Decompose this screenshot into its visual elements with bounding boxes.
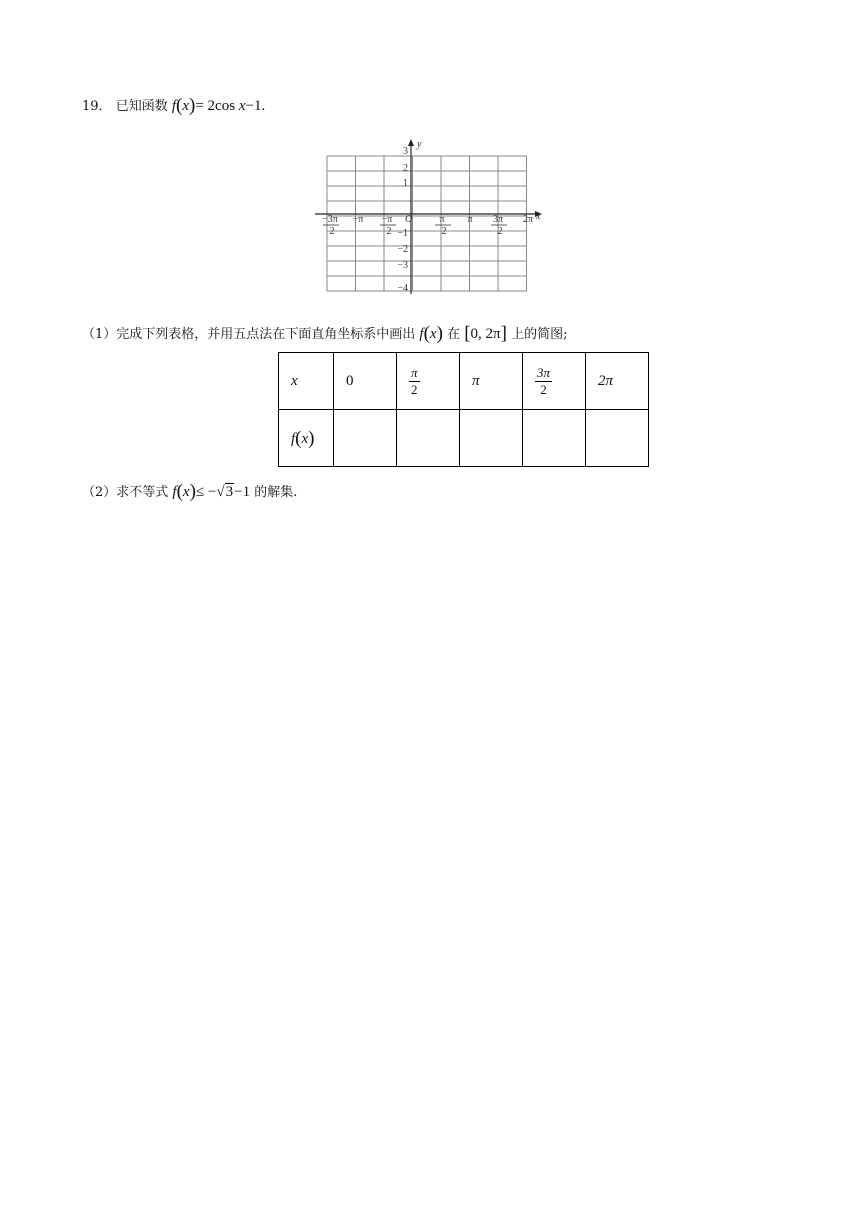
part1-function: f(x) [419,323,443,344]
x-tick-labels [322,214,533,237]
table-header-fx: f(x) [279,410,334,467]
part1-suffix: 上的简图; [511,327,568,342]
table-value: 0 [346,372,354,389]
part2-suffix: 的解集. [254,485,298,500]
table-row-fx [279,410,649,467]
table-cell-fx2 [460,410,523,467]
table-header-x: x [279,353,334,410]
x-tick-label: π [467,214,473,225]
y-tick-label: 2 [403,163,408,174]
part2-instruction [82,480,297,502]
part1-mid: 在 [447,327,461,342]
x-tick-label: −3π [322,214,338,225]
problem-statement [82,94,265,116]
x-tick-label: 2π [522,214,534,225]
y-axis-arrow [408,139,414,146]
y-tick-label: −3 [397,260,408,271]
problem-number: 19． [82,99,112,114]
y-tick-label: 1 [403,178,408,189]
table-cell-x0 [334,353,397,410]
function-formula: f(x)= 2cos x−1. [171,95,266,116]
table-cell-x1 [397,353,460,410]
part2-inequality: f(x)≤ −√3−1 [172,481,251,502]
table-cell-fx3 [523,410,586,467]
x-tick-label: π [439,214,445,225]
y-tick-label: −4 [397,283,408,294]
x-tick-label: −π [352,214,364,225]
y-tick-label: −2 [397,244,408,255]
part1-interval: [0, 2π] [464,323,507,344]
x-tick-denominator: 2 [386,226,392,237]
value-table [278,352,649,467]
origin-label: O [405,214,413,225]
part1-prefix: （1）完成下列表格，并用五点法在下面直角坐标系中画出 [82,327,416,342]
y-axis-label: y [417,139,422,150]
x-tick-denominator: 2 [329,226,335,237]
coordinate-grid [312,136,548,296]
y-tick-label: 3 [403,146,408,157]
table-row-x [279,353,649,410]
fraction: $\frac{3\pi}{2}$ [537,364,551,397]
part1-instruction [82,322,567,344]
table-cell-fx1 [397,410,460,467]
y-tick-label: −1 [397,228,408,239]
part2-prefix: （2）求不等式 [82,485,169,500]
x-axis-label: x [536,211,541,222]
x-tick-denominator: 2 [441,226,447,237]
table-cell-x2 [460,353,523,410]
table-cell-fx0 [334,410,397,467]
fraction: $\frac{\pi}{2}$ [411,364,418,397]
table-value: 2π [598,372,614,389]
x-tick-label: 3π [492,214,504,225]
table-value: π [472,372,480,389]
table-cell-x4 [586,353,649,410]
table-cell-fx4 [586,410,649,467]
x-tick-denominator: 2 [497,226,503,237]
problem-intro: 已知函数 [115,99,168,114]
table-cell-x3 [523,353,586,410]
x-tick-label: −π [381,214,393,225]
